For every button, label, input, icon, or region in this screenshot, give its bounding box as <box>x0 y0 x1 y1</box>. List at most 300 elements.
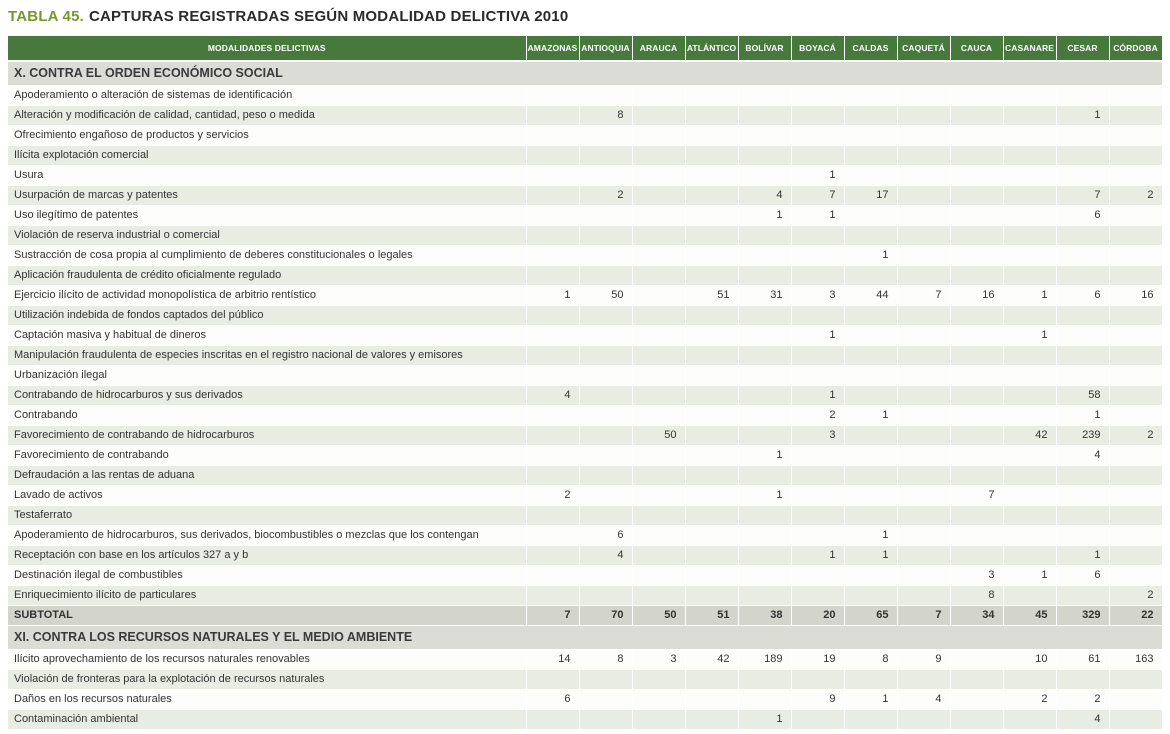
value-cell <box>685 546 738 566</box>
value-cell <box>1003 466 1056 486</box>
value-cell <box>632 286 685 306</box>
section-heading: X. CONTRA EL ORDEN ECONÓMICO SOCIAL <box>8 61 1162 86</box>
table-row <box>8 366 1162 386</box>
value-cell <box>526 466 579 486</box>
value-cell <box>844 446 897 466</box>
value-cell <box>526 506 579 526</box>
value-cell <box>950 406 1003 426</box>
table-row <box>8 106 1162 126</box>
value-cell: 1 <box>844 526 897 546</box>
value-cell: 10 <box>1003 650 1056 670</box>
value-cell: 1 <box>738 446 791 466</box>
value-cell <box>950 346 1003 366</box>
value-cell <box>632 186 685 206</box>
value-cell: 2 <box>1003 690 1056 710</box>
value-cell <box>1003 366 1056 386</box>
value-cell: 6 <box>579 526 632 546</box>
value-cell: 1 <box>791 206 844 226</box>
value-cell <box>632 266 685 286</box>
table-row <box>8 326 1162 346</box>
value-cell <box>1109 246 1162 266</box>
value-cell: 6 <box>526 690 579 710</box>
table-row <box>8 286 1162 306</box>
value-cell <box>950 366 1003 386</box>
table-title-text: CAPTURAS REGISTRADAS SEGÚN MODALIDAD DELICTIVA 2010 <box>88 8 569 25</box>
value-cell <box>579 226 632 246</box>
row-label: Defraudación a las rentas de aduana <box>8 466 526 486</box>
value-cell <box>897 346 950 366</box>
value-cell <box>579 386 632 406</box>
value-cell <box>1056 86 1109 106</box>
value-cell <box>1003 406 1056 426</box>
column-header-caqueta: CAQUETÁ <box>897 36 950 61</box>
value-cell <box>1003 266 1056 286</box>
value-cell <box>526 526 579 546</box>
value-cell <box>1056 166 1109 186</box>
value-cell <box>1109 690 1162 710</box>
value-cell <box>1056 246 1109 266</box>
value-cell <box>526 326 579 346</box>
value-cell <box>738 226 791 246</box>
value-cell <box>1109 386 1162 406</box>
row-label: Alteración y modificación de calidad, cantidad, peso o medida <box>8 106 526 126</box>
table-row <box>8 226 1162 246</box>
column-header-atlantico: ATLÁNTICO <box>685 36 738 61</box>
value-cell <box>791 586 844 606</box>
value-cell: 61 <box>1056 650 1109 670</box>
value-cell: 2 <box>1109 586 1162 606</box>
value-cell: 1 <box>844 406 897 426</box>
value-cell <box>632 166 685 186</box>
value-cell <box>632 406 685 426</box>
value-cell <box>685 86 738 106</box>
value-cell <box>579 246 632 266</box>
value-cell <box>738 126 791 146</box>
value-cell <box>685 246 738 266</box>
value-cell: 45 <box>1003 606 1056 626</box>
row-label: Utilización indebida de fondos captados del público <box>8 306 526 326</box>
value-cell: 3 <box>632 650 685 670</box>
value-cell <box>738 586 791 606</box>
value-cell <box>950 466 1003 486</box>
value-cell <box>526 186 579 206</box>
value-cell <box>1056 126 1109 146</box>
value-cell <box>1056 506 1109 526</box>
value-cell <box>526 166 579 186</box>
column-header-cauca: CAUCA <box>950 36 1003 61</box>
value-cell <box>1109 86 1162 106</box>
section-row-x-contra-el-orden-economico-so <box>8 61 1162 86</box>
value-cell <box>579 166 632 186</box>
value-cell: 50 <box>579 286 632 306</box>
row-label: Daños en los recursos naturales <box>8 690 526 710</box>
row-label: Usurpación de marcas y patentes <box>8 186 526 206</box>
value-cell <box>526 126 579 146</box>
value-cell <box>1003 346 1056 366</box>
value-cell <box>791 266 844 286</box>
value-cell <box>632 690 685 710</box>
value-cell: 189 <box>738 650 791 670</box>
value-cell <box>791 366 844 386</box>
value-cell <box>579 446 632 466</box>
value-cell <box>738 86 791 106</box>
value-cell <box>632 86 685 106</box>
value-cell <box>738 246 791 266</box>
value-cell <box>844 366 897 386</box>
value-cell <box>579 326 632 346</box>
value-cell <box>1109 366 1162 386</box>
value-cell <box>791 106 844 126</box>
table-row <box>8 650 1162 670</box>
table-row <box>8 546 1162 566</box>
value-cell <box>685 446 738 466</box>
value-cell <box>950 246 1003 266</box>
value-cell <box>738 346 791 366</box>
value-cell <box>1056 670 1109 690</box>
value-cell <box>738 526 791 546</box>
value-cell: 1 <box>791 386 844 406</box>
subtotal-row <box>8 606 1162 626</box>
value-cell <box>579 406 632 426</box>
value-cell <box>897 586 950 606</box>
value-cell <box>950 126 1003 146</box>
value-cell: 42 <box>685 650 738 670</box>
value-cell <box>526 106 579 126</box>
row-label: Receptación con base en los artículos 327 a y b <box>8 546 526 566</box>
table-header-row <box>8 36 1162 61</box>
value-cell <box>738 406 791 426</box>
value-cell <box>685 710 738 730</box>
column-header-casanare: CASANARE <box>1003 36 1056 61</box>
value-cell <box>844 486 897 506</box>
table-row <box>8 586 1162 606</box>
section-row-xi-contra-los-recursos-natural <box>8 626 1162 650</box>
value-cell <box>897 266 950 286</box>
value-cell <box>897 670 950 690</box>
table-body <box>8 61 1162 730</box>
value-cell <box>897 486 950 506</box>
value-cell: 16 <box>1109 286 1162 306</box>
value-cell <box>579 206 632 226</box>
row-label: Captación masiva y habitual de dineros <box>8 326 526 346</box>
value-cell <box>632 506 685 526</box>
value-cell <box>632 246 685 266</box>
value-cell: 4 <box>1056 446 1109 466</box>
value-cell <box>950 206 1003 226</box>
value-cell <box>685 526 738 546</box>
column-header-modalidades-delictivas: MODALIDADES DELICTIVAS <box>8 36 526 61</box>
value-cell <box>526 670 579 690</box>
value-cell <box>1056 526 1109 546</box>
row-label: Contrabando <box>8 406 526 426</box>
value-cell <box>738 466 791 486</box>
value-cell <box>685 126 738 146</box>
value-cell <box>1003 206 1056 226</box>
value-cell <box>1109 206 1162 226</box>
value-cell <box>897 566 950 586</box>
table-row <box>8 146 1162 166</box>
value-cell <box>1109 446 1162 466</box>
table-row <box>8 406 1162 426</box>
value-cell <box>738 386 791 406</box>
value-cell <box>526 86 579 106</box>
value-cell <box>897 710 950 730</box>
row-label: Testaferrato <box>8 506 526 526</box>
value-cell <box>632 586 685 606</box>
value-cell: 7 <box>791 186 844 206</box>
value-cell <box>897 406 950 426</box>
value-cell <box>897 186 950 206</box>
row-label: Apoderamiento de hidrocarburos, sus derivados, biocombustibles o mezclas que los contengan <box>8 526 526 546</box>
row-label: Ilícita explotación comercial <box>8 146 526 166</box>
value-cell <box>950 650 1003 670</box>
value-cell <box>526 366 579 386</box>
value-cell <box>844 466 897 486</box>
value-cell <box>579 366 632 386</box>
value-cell <box>685 566 738 586</box>
value-cell <box>1109 406 1162 426</box>
capturas-table <box>8 36 1163 730</box>
value-cell <box>844 266 897 286</box>
value-cell <box>526 226 579 246</box>
row-label: Lavado de activos <box>8 486 526 506</box>
value-cell: 51 <box>685 286 738 306</box>
value-cell <box>950 526 1003 546</box>
value-cell <box>1056 266 1109 286</box>
value-cell <box>844 326 897 346</box>
value-cell <box>897 466 950 486</box>
value-cell: 4 <box>738 186 791 206</box>
value-cell <box>1003 186 1056 206</box>
value-cell <box>897 86 950 106</box>
value-cell <box>1109 526 1162 546</box>
table-row <box>8 466 1162 486</box>
value-cell <box>1109 670 1162 690</box>
value-cell <box>791 446 844 466</box>
value-cell <box>1056 326 1109 346</box>
value-cell <box>685 226 738 246</box>
value-cell <box>1003 126 1056 146</box>
value-cell <box>632 670 685 690</box>
row-label: Violación de reserva industrial o comercial <box>8 226 526 246</box>
value-cell <box>844 586 897 606</box>
value-cell: 4 <box>526 386 579 406</box>
value-cell <box>791 566 844 586</box>
value-cell <box>632 346 685 366</box>
value-cell: 329 <box>1056 606 1109 626</box>
value-cell <box>1056 306 1109 326</box>
value-cell <box>1003 306 1056 326</box>
value-cell: 4 <box>1056 710 1109 730</box>
value-cell <box>685 670 738 690</box>
value-cell: 6 <box>1056 286 1109 306</box>
value-cell <box>1056 486 1109 506</box>
value-cell <box>950 446 1003 466</box>
value-cell <box>897 386 950 406</box>
value-cell: 1 <box>738 486 791 506</box>
row-label: Ejercicio ilícito de actividad monopolística de arbitrio rentístico <box>8 286 526 306</box>
value-cell <box>685 346 738 366</box>
value-cell <box>950 146 1003 166</box>
value-cell <box>632 306 685 326</box>
value-cell <box>897 446 950 466</box>
value-cell <box>1003 86 1056 106</box>
table-row <box>8 266 1162 286</box>
value-cell: 1 <box>1003 326 1056 346</box>
value-cell <box>844 386 897 406</box>
value-cell <box>632 386 685 406</box>
value-cell: 7 <box>950 486 1003 506</box>
value-cell: 34 <box>950 606 1003 626</box>
value-cell <box>526 306 579 326</box>
value-cell <box>1056 586 1109 606</box>
value-cell <box>685 486 738 506</box>
value-cell <box>738 426 791 446</box>
value-cell <box>738 266 791 286</box>
value-cell <box>579 486 632 506</box>
value-cell <box>897 226 950 246</box>
value-cell <box>1109 306 1162 326</box>
table-row <box>8 670 1162 690</box>
table-row <box>8 246 1162 266</box>
value-cell: 4 <box>897 690 950 710</box>
value-cell <box>579 86 632 106</box>
column-header-amazonas: AMAZONAS <box>526 36 579 61</box>
value-cell <box>1003 506 1056 526</box>
value-cell: 51 <box>685 606 738 626</box>
value-cell <box>685 166 738 186</box>
value-cell <box>526 206 579 226</box>
value-cell <box>1109 166 1162 186</box>
value-cell: 8 <box>950 586 1003 606</box>
value-cell <box>844 146 897 166</box>
value-cell <box>685 366 738 386</box>
row-label: Favorecimiento de contrabando <box>8 446 526 466</box>
value-cell <box>844 226 897 246</box>
value-cell <box>579 306 632 326</box>
value-cell <box>526 146 579 166</box>
value-cell: 9 <box>897 650 950 670</box>
value-cell <box>685 386 738 406</box>
table-row <box>8 166 1162 186</box>
value-cell: 8 <box>579 106 632 126</box>
value-cell <box>791 226 844 246</box>
value-cell <box>632 546 685 566</box>
table-row <box>8 526 1162 546</box>
value-cell: 1 <box>791 326 844 346</box>
value-cell: 239 <box>1056 426 1109 446</box>
value-cell <box>632 126 685 146</box>
value-cell <box>950 506 1003 526</box>
value-cell <box>844 426 897 446</box>
value-cell <box>632 446 685 466</box>
value-cell: 1 <box>844 246 897 266</box>
value-cell <box>844 566 897 586</box>
value-cell <box>579 710 632 730</box>
row-label: Favorecimiento de contrabando de hidrocarburos <box>8 426 526 446</box>
subtotal-label: SUBTOTAL <box>8 606 526 626</box>
value-cell <box>791 506 844 526</box>
value-cell <box>1003 446 1056 466</box>
section-heading: XI. CONTRA LOS RECURSOS NATURALES Y EL MEDIO AMBIENTE <box>8 626 1162 650</box>
value-cell <box>1056 226 1109 246</box>
value-cell: 16 <box>950 286 1003 306</box>
value-cell <box>738 166 791 186</box>
value-cell <box>897 426 950 446</box>
value-cell <box>632 466 685 486</box>
table-row <box>8 386 1162 406</box>
value-cell <box>1003 526 1056 546</box>
value-cell: 6 <box>1056 206 1109 226</box>
value-cell <box>1003 670 1056 690</box>
value-cell <box>950 86 1003 106</box>
value-cell <box>791 670 844 690</box>
value-cell <box>844 106 897 126</box>
value-cell <box>1056 146 1109 166</box>
value-cell: 8 <box>579 650 632 670</box>
value-cell <box>791 526 844 546</box>
table-row <box>8 86 1162 106</box>
value-cell <box>897 206 950 226</box>
value-cell <box>685 326 738 346</box>
value-cell <box>950 710 1003 730</box>
value-cell <box>1109 466 1162 486</box>
value-cell <box>950 226 1003 246</box>
table-row <box>8 710 1162 730</box>
value-cell <box>632 710 685 730</box>
value-cell <box>897 506 950 526</box>
value-cell: 4 <box>579 546 632 566</box>
value-cell <box>526 406 579 426</box>
table-row <box>8 506 1162 526</box>
value-cell: 20 <box>791 606 844 626</box>
value-cell <box>526 346 579 366</box>
value-cell: 1 <box>526 286 579 306</box>
value-cell <box>738 546 791 566</box>
value-cell <box>632 146 685 166</box>
value-cell <box>950 670 1003 690</box>
value-cell: 1 <box>1056 406 1109 426</box>
value-cell <box>579 126 632 146</box>
value-cell <box>632 366 685 386</box>
value-cell <box>897 146 950 166</box>
value-cell <box>738 106 791 126</box>
value-cell <box>1056 366 1109 386</box>
value-cell <box>579 566 632 586</box>
table-title <box>8 8 1162 25</box>
value-cell <box>844 506 897 526</box>
value-cell <box>526 566 579 586</box>
value-cell: 58 <box>1056 386 1109 406</box>
value-cell <box>1109 146 1162 166</box>
value-cell <box>526 546 579 566</box>
value-cell <box>685 206 738 226</box>
value-cell: 17 <box>844 186 897 206</box>
value-cell <box>685 690 738 710</box>
value-cell <box>1109 126 1162 146</box>
row-label: Enriquecimiento ilícito de particulares <box>8 586 526 606</box>
value-cell: 44 <box>844 286 897 306</box>
value-cell <box>685 406 738 426</box>
row-label: Uso ilegítimo de patentes <box>8 206 526 226</box>
column-header-cordoba: CÓRDOBA <box>1109 36 1162 61</box>
row-label: Sustracción de cosa propia al cumplimiento de deberes constitucionales o legales <box>8 246 526 266</box>
value-cell <box>685 106 738 126</box>
value-cell <box>844 306 897 326</box>
value-cell <box>526 426 579 446</box>
table-row <box>8 186 1162 206</box>
value-cell: 2 <box>791 406 844 426</box>
